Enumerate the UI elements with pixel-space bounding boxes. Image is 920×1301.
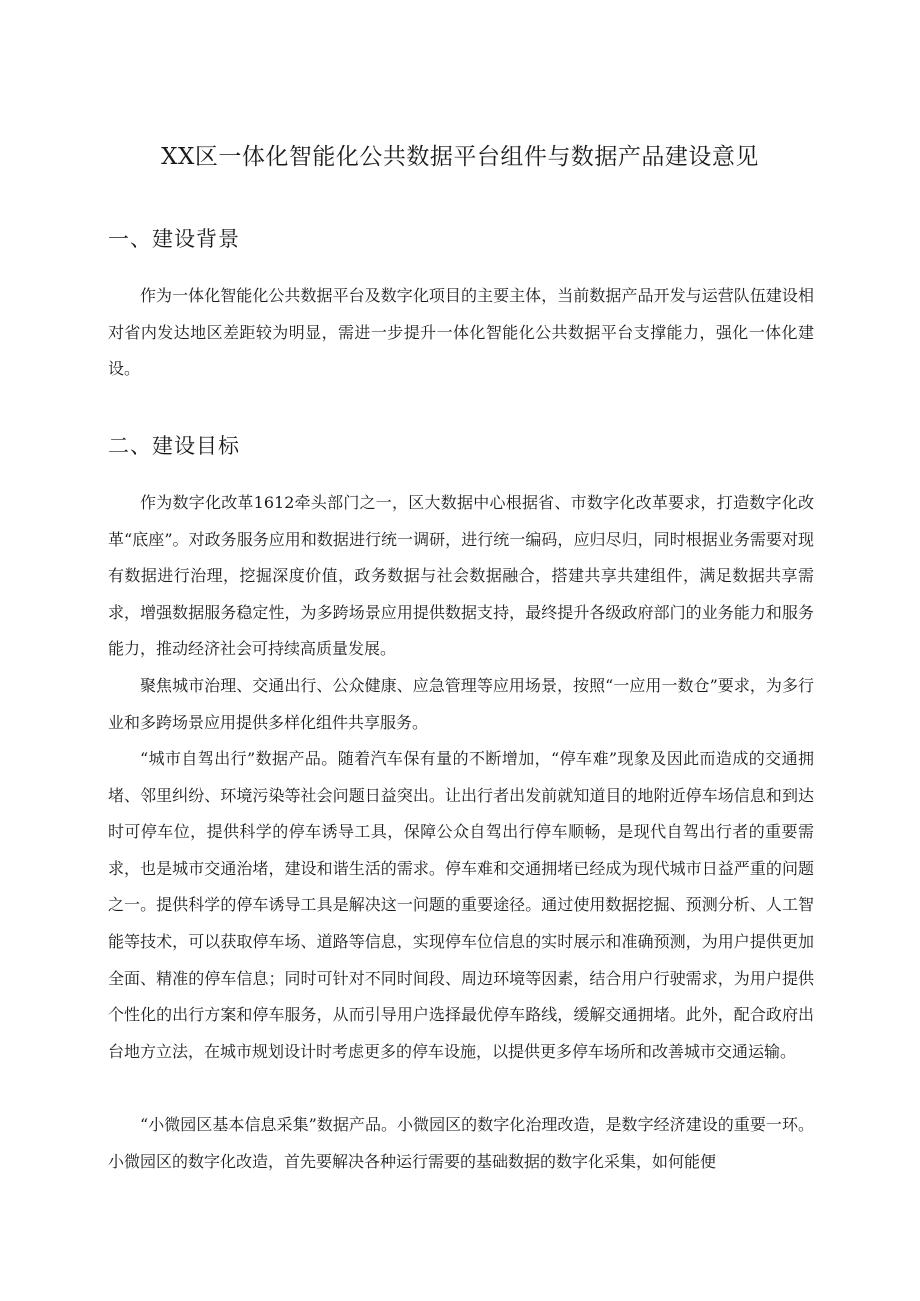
paragraph: 作为数字化改革1612牵头部门之一，区大数据中心根据省、市数字化改革要求，打造数字化改革“底座”。对政务服务应用和数据进行统一调研，进行统一编码，应归尽归，同时根据业务需要对现有数据进行治理，挖掘深度价值，政务数据与社会数据融合，搭建共享共建组件，满足数据共享需求，增强数据服务稳定性，为多跨场景应用提供数据支持，最终提升各级政府部门的业务能力和服务能力，推动经济社会可持续高质量发展。 bbox=[108, 493, 814, 659]
section-heading-background: 一、建设背景 bbox=[108, 227, 240, 251]
paragraph: 作为一体化智能化公共数据平台及数字化项目的主要主体，当前数据产品开发与运营队伍建设相对省内发达地区差距较为明显，需进一步提升一体化智能化公共数据平台支撑能力，强化一体化建设。 bbox=[108, 286, 814, 379]
paragraph: 聚焦城市治理、交通出行、公众健康、应急管理等应用场景，按照“一应用一数仓”要求，为多行业和多跨场景应用提供多样化组件共享服务。 bbox=[108, 676, 814, 732]
document-title: XX区一体化智能化公共数据平台组件与数据产品建设意见 bbox=[161, 144, 759, 170]
paragraph: “城市自驾出行”数据产品。随着汽车保有量的不断增加，“停车难”现象及因此而造成的交通拥堵、邻里纠纷、环境污染等社会问题日益突出。让出行者出发前就知道目的地附近停车场信息和到达时可停车位，提供科学的停车诱导工具，保障公众自驾出行停车顺畅，是现代自驾出行者的重要需求，也是城市交通治堵，建设和谐生活的需求。停车难和交通拥堵已经成为现代城市日益严重的问题之一。提供科学的停车诱导工具是解决这一问题的重要途径。通过使用数据挖掘、预测分析、人工智能等技术，可以获取停车场、道路等信息，实现停车位信息的实时展示和准确预测，为用户提供更加全面、精准的停车信息；同时可针对不同时间段、周边环境等因素，结合用户行驶需求，为用户提供个性化的出行方案和停车服务，从而引导用户选择最优停车路线，缓解交通拥堵。此外，配合政府出台地方立法，在城市规划设计时考虑更多的停车设施，以提供更多停车场所和改善城市交通运输。 bbox=[108, 749, 814, 1061]
section-heading-goals: 二、建设目标 bbox=[108, 434, 240, 458]
paragraph: “小微园区基本信息采集”数据产品。小微园区的数字化治理改造，是数字经济建设的重要一环。小微园区的数字化改造，首先要解决各种运行需要的基础数据的数字化采集，如何能便 bbox=[108, 1115, 814, 1171]
